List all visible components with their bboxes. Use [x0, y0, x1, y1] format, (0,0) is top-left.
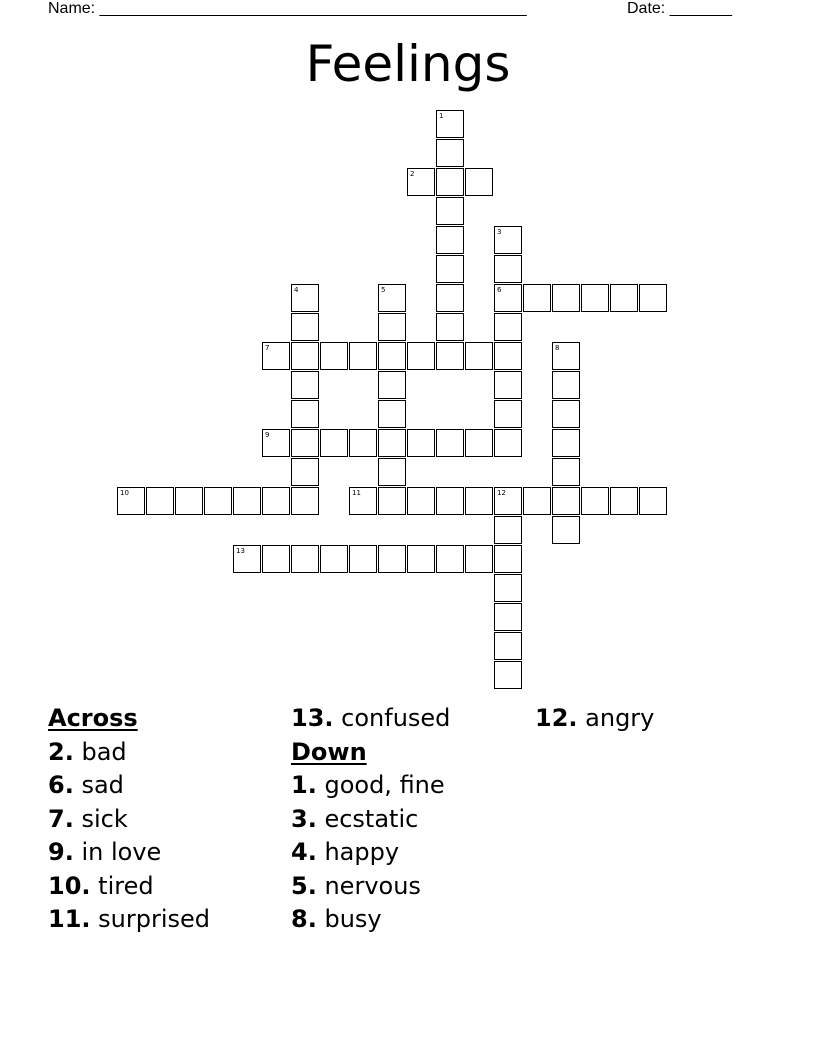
- crossword-cell[interactable]: [436, 429, 464, 457]
- across-heading: Across: [48, 704, 138, 732]
- clue-down-4: [291, 836, 450, 870]
- crossword-cell[interactable]: [436, 342, 464, 370]
- cell-number: 9: [265, 431, 270, 439]
- crossword-cell[interactable]: [436, 313, 464, 341]
- crossword-cell[interactable]: [552, 516, 580, 544]
- cell-number: 11: [352, 489, 361, 497]
- crossword-cell[interactable]: [436, 197, 464, 225]
- crossword-cell[interactable]: [494, 487, 522, 515]
- clues-column-1: [48, 702, 210, 937]
- clue-down-1: [291, 769, 450, 803]
- clue-across-7: [48, 803, 210, 837]
- name-field-label: Name: ________________________________________________: [48, 0, 527, 17]
- clue-text: busy: [324, 905, 382, 933]
- crossword-cell[interactable]: [262, 487, 290, 515]
- crossword-cell[interactable]: [523, 487, 551, 515]
- crossword-cell[interactable]: [494, 574, 522, 602]
- down-heading: Down: [291, 737, 367, 766]
- crossword-cell[interactable]: [291, 429, 319, 457]
- crossword-cell[interactable]: [204, 487, 232, 515]
- clue-down-3: [291, 803, 450, 837]
- crossword-cell[interactable]: [639, 487, 667, 515]
- clues-column-3: [535, 702, 654, 736]
- crossword-cell[interactable]: [291, 400, 319, 428]
- clue-number: 4.: [291, 838, 317, 866]
- clue-across-13: [291, 702, 450, 736]
- crossword-cell[interactable]: [465, 545, 493, 573]
- clue-down-5: [291, 870, 450, 904]
- crossword-cell[interactable]: [349, 487, 377, 515]
- cell-number: 3: [497, 228, 502, 236]
- crossword-cell[interactable]: [465, 429, 493, 457]
- clue-text: nervous: [324, 871, 421, 900]
- clue-across-6: [48, 769, 210, 803]
- crossword-cell[interactable]: [291, 545, 319, 573]
- clue-number: 3.: [291, 804, 317, 833]
- crossword-cell[interactable]: [436, 139, 464, 167]
- crossword-cell[interactable]: [494, 284, 522, 312]
- crossword-cell[interactable]: [639, 284, 667, 312]
- cell-number: 2: [410, 170, 415, 178]
- clue-across-10: [48, 870, 210, 904]
- clue-number: 12.: [535, 704, 578, 732]
- crossword-cell[interactable]: [378, 487, 406, 515]
- clue-number: 11.: [48, 905, 91, 933]
- crossword-cell[interactable]: [494, 661, 522, 689]
- crossword-cell[interactable]: [291, 284, 319, 312]
- clue-text: bad: [81, 737, 127, 766]
- crossword-cell[interactable]: [494, 429, 522, 457]
- page-title: Feelings: [305, 35, 511, 93]
- cell-number: 4: [294, 286, 299, 294]
- crossword-cell[interactable]: [494, 516, 522, 544]
- crossword-cell[interactable]: [436, 255, 464, 283]
- crossword-cell[interactable]: [262, 429, 290, 457]
- crossword-cell[interactable]: [581, 487, 609, 515]
- crossword-cell[interactable]: [465, 342, 493, 370]
- cell-number: 10: [120, 489, 129, 497]
- clue-number: 5.: [291, 871, 317, 900]
- crossword-cell[interactable]: [378, 342, 406, 370]
- crossword-cell[interactable]: [349, 429, 377, 457]
- crossword-cell[interactable]: [581, 284, 609, 312]
- crossword-cell[interactable]: [175, 487, 203, 515]
- crossword-cell[interactable]: [494, 226, 522, 254]
- crossword-cell[interactable]: [436, 487, 464, 515]
- crossword-cell[interactable]: [494, 400, 522, 428]
- crossword-cell[interactable]: [494, 603, 522, 631]
- clue-text: in love: [81, 838, 162, 866]
- crossword-cell[interactable]: [291, 458, 319, 486]
- cell-number: 8: [555, 344, 560, 352]
- crossword-cell[interactable]: [320, 342, 348, 370]
- crossword-cell[interactable]: [552, 458, 580, 486]
- clue-across-9: [48, 836, 210, 870]
- crossword-cell[interactable]: [291, 342, 319, 370]
- crossword-cell[interactable]: [291, 487, 319, 515]
- crossword-cell[interactable]: [262, 545, 290, 573]
- clue-across-11: [48, 903, 210, 937]
- cell-number: 13: [236, 547, 245, 555]
- clue-number: 1.: [291, 771, 317, 799]
- crossword-cell[interactable]: [407, 487, 435, 515]
- crossword-cell[interactable]: [407, 545, 435, 573]
- crossword-cell[interactable]: [436, 226, 464, 254]
- crossword-cell[interactable]: [407, 342, 435, 370]
- clue-text: sad: [81, 771, 124, 799]
- crossword-cell[interactable]: [494, 342, 522, 370]
- crossword-cell[interactable]: [436, 545, 464, 573]
- crossword-cell[interactable]: [117, 487, 145, 515]
- crossword-cell[interactable]: [407, 429, 435, 457]
- crossword-cell[interactable]: [610, 284, 638, 312]
- crossword-cell[interactable]: [552, 371, 580, 399]
- clues-column-2: [291, 702, 450, 937]
- clue-number: 8.: [291, 905, 317, 933]
- crossword-cell[interactable]: [436, 110, 464, 138]
- crossword-cell[interactable]: [552, 342, 580, 370]
- crossword-cell[interactable]: [494, 313, 522, 341]
- crossword-cell[interactable]: [494, 632, 522, 660]
- clue-text: ecstatic: [324, 804, 419, 833]
- crossword-cell[interactable]: [291, 371, 319, 399]
- crossword-cell[interactable]: [233, 545, 261, 573]
- crossword-cell[interactable]: [320, 429, 348, 457]
- crossword-cell[interactable]: [494, 371, 522, 399]
- crossword-cell[interactable]: [378, 458, 406, 486]
- clue-down-8: [291, 903, 450, 937]
- crossword-cell[interactable]: [494, 255, 522, 283]
- crossword-cell[interactable]: [378, 429, 406, 457]
- crossword-cell[interactable]: [233, 487, 261, 515]
- crossword-cell[interactable]: [465, 487, 493, 515]
- clue-number: 9.: [48, 838, 74, 866]
- crossword-cell[interactable]: [378, 400, 406, 428]
- crossword-cell[interactable]: [378, 545, 406, 573]
- crossword-cell[interactable]: [552, 429, 580, 457]
- clue-number: 2.: [48, 737, 74, 766]
- cell-number: 12: [497, 489, 506, 497]
- clue-text: sick: [81, 804, 128, 833]
- crossword-cell[interactable]: [552, 284, 580, 312]
- clue-across-2: [48, 736, 210, 770]
- crossword-cell[interactable]: [552, 400, 580, 428]
- crossword-cell[interactable]: [407, 168, 435, 196]
- crossword-cell[interactable]: [378, 284, 406, 312]
- crossword-cell[interactable]: [291, 313, 319, 341]
- clue-number: 7.: [48, 804, 74, 833]
- clue-number: 6.: [48, 771, 74, 799]
- crossword-cell[interactable]: [378, 313, 406, 341]
- cell-number: 6: [497, 286, 502, 294]
- crossword-cell[interactable]: [349, 545, 377, 573]
- clue-text: confused: [341, 704, 451, 732]
- clue-down-12: [535, 702, 654, 736]
- cell-number: 5: [381, 286, 386, 294]
- crossword-cell[interactable]: [436, 284, 464, 312]
- clue-text: angry: [585, 704, 655, 732]
- clue-number: 13.: [291, 704, 334, 732]
- crossword-cell[interactable]: [494, 545, 522, 573]
- crossword-cell[interactable]: [610, 487, 638, 515]
- clue-text: surprised: [98, 905, 211, 933]
- cell-number: 1: [439, 112, 444, 120]
- cell-number: 7: [265, 344, 270, 352]
- crossword-cell[interactable]: [436, 168, 464, 196]
- clue-number: 10.: [48, 871, 91, 900]
- date-field-label: Date: _______: [627, 0, 732, 17]
- crossword-cell[interactable]: [146, 487, 174, 515]
- clue-text: happy: [324, 838, 400, 866]
- clue-text: tired: [98, 871, 154, 900]
- crossword-cell[interactable]: [262, 342, 290, 370]
- crossword-cell[interactable]: [465, 168, 493, 196]
- crossword-cell[interactable]: [378, 371, 406, 399]
- crossword-cell[interactable]: [552, 487, 580, 515]
- crossword-cell[interactable]: [523, 284, 551, 312]
- crossword-cell[interactable]: [320, 545, 348, 573]
- crossword-cell[interactable]: [349, 342, 377, 370]
- clue-text: good, fine: [324, 771, 445, 799]
